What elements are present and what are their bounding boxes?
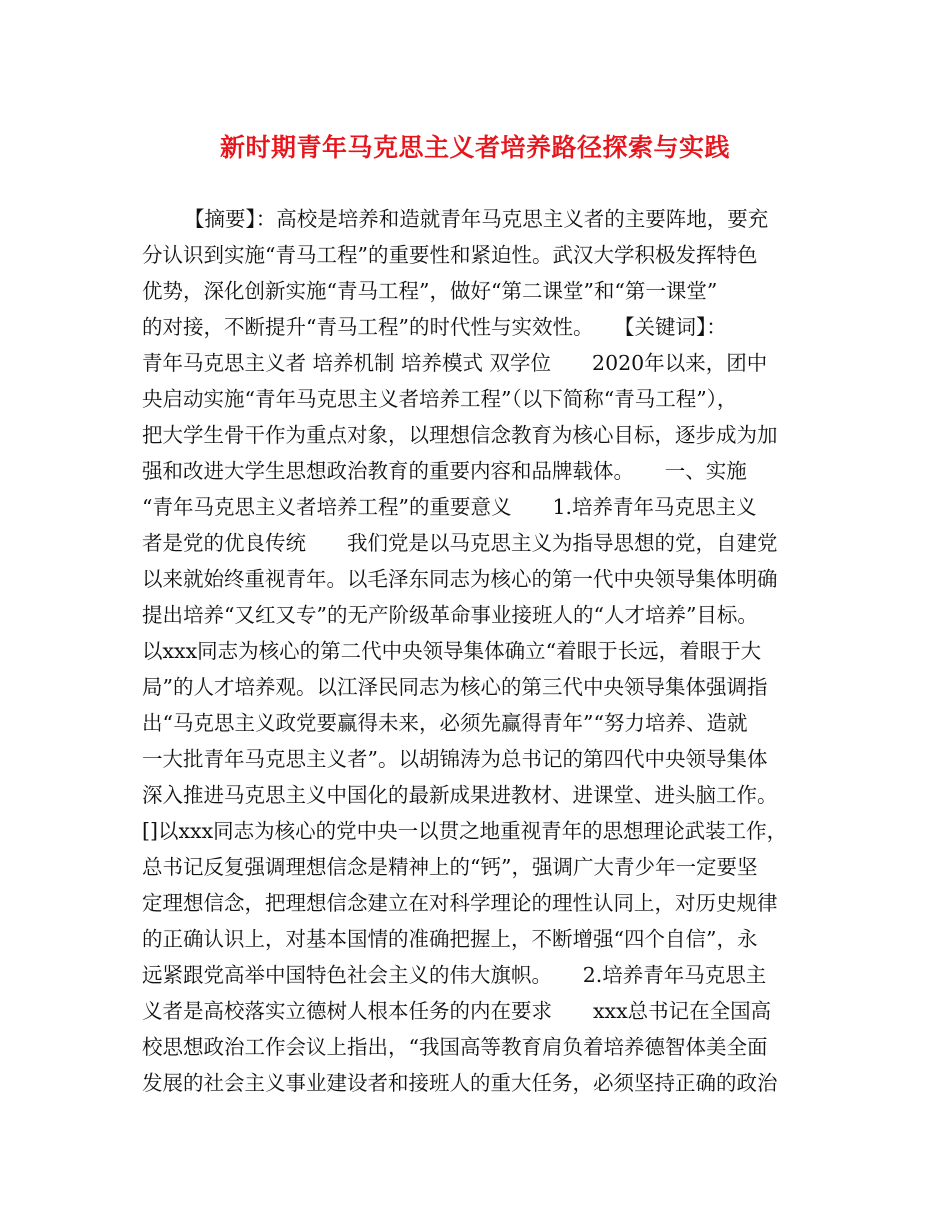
body-line: 【摘要】：高校是培养和造就青年马克思主义者的主要阵地，要充	[184, 207, 769, 231]
body-line: 的正确认识上，对基本国情的准确把握上，不断增强“四个自信”，永	[142, 927, 758, 951]
body-line: 提出培养“又红又专”的无产阶级革命事业接班人的“人才培养”目标。	[142, 603, 758, 627]
body-line: 定理想信念，把理想信念建立在对科学理论的理性认同上，对历史规律	[142, 891, 778, 915]
body-line: 优势，深化创新实施“青马工程”，做好“第二课堂”和“第一课堂”	[142, 279, 718, 303]
body-line: 校思想政治工作会议上指出，“我国高等教育肩负着培养德智体美全面	[142, 1035, 768, 1059]
body-line: 把大学生骨干作为重点对象，以理想信念教育为核心目标，逐步成为加	[142, 423, 778, 447]
body-line: 央启动实施“青年马克思主义者培养工程”（以下简称“青马工程”），	[142, 387, 738, 411]
body-line: 发展的社会主义事业建设者和接班人的重大任务，必须坚持正确的政治	[142, 1071, 778, 1095]
body-line: 强和改进大学生思想政治教育的重要内容和品牌载体。 一、实施	[142, 459, 747, 483]
body-line: 青年马克思主义者 培养机制 培养模式 双学位 2020年以来，团中	[142, 351, 768, 375]
body-line: 局”的人才培养观。以江泽民同志为核心的第三代中央领导集体强调指	[142, 675, 768, 699]
document-body	[142, 201, 832, 1101]
body-line: 以xxx同志为核心的第二代中央领导集体确立“着眼于长远，着眼于大	[142, 639, 762, 663]
body-line: 以来就始终重视青年。以毛泽东同志为核心的第一代中央领导集体明确	[142, 567, 778, 591]
body-line: 义者是高校落实立德树人根本任务的内在要求 xxx总书记在全国高	[142, 999, 772, 1023]
body-line: 分认识到实施“青马工程”的重要性和紧迫性。武汉大学积极发挥特色	[142, 243, 758, 267]
body-line: 出“马克思主义政党要赢得未来，必须先赢得青年”“努力培养、造就	[142, 711, 748, 735]
document-title: 新时期青年马克思主义者培养路径探索与实践	[219, 133, 730, 162]
body-line: []以xxx同志为核心的党中央一以贯之地重视青年的思想理论武装工作，	[142, 819, 788, 843]
body-line: 一大批青年马克思主义者”。以胡锦涛为总书记的第四代中央领导集体	[142, 747, 768, 771]
body-line: 深入推进马克思主义中国化的最新成果进教材、进课堂、进头脑工作。	[142, 783, 778, 807]
body-line: “青年马克思主义者培养工程”的重要意义 1.培养青年马克思主义	[142, 495, 757, 519]
body-line: 远紧跟党高举中国特色社会主义的伟大旗帜。 2.培养青年马克思主	[142, 963, 767, 987]
body-line: 总书记反复强调理想信念是精神上的“钙”，强调广大青少年一定要坚	[142, 855, 758, 879]
body-line: 的对接，不断提升“青马工程”的时代性与实效性。 【关键词】：	[142, 315, 727, 339]
body-line: 者是党的优良传统 我们党是以马克思主义为指导思想的党，自建党	[142, 531, 778, 555]
